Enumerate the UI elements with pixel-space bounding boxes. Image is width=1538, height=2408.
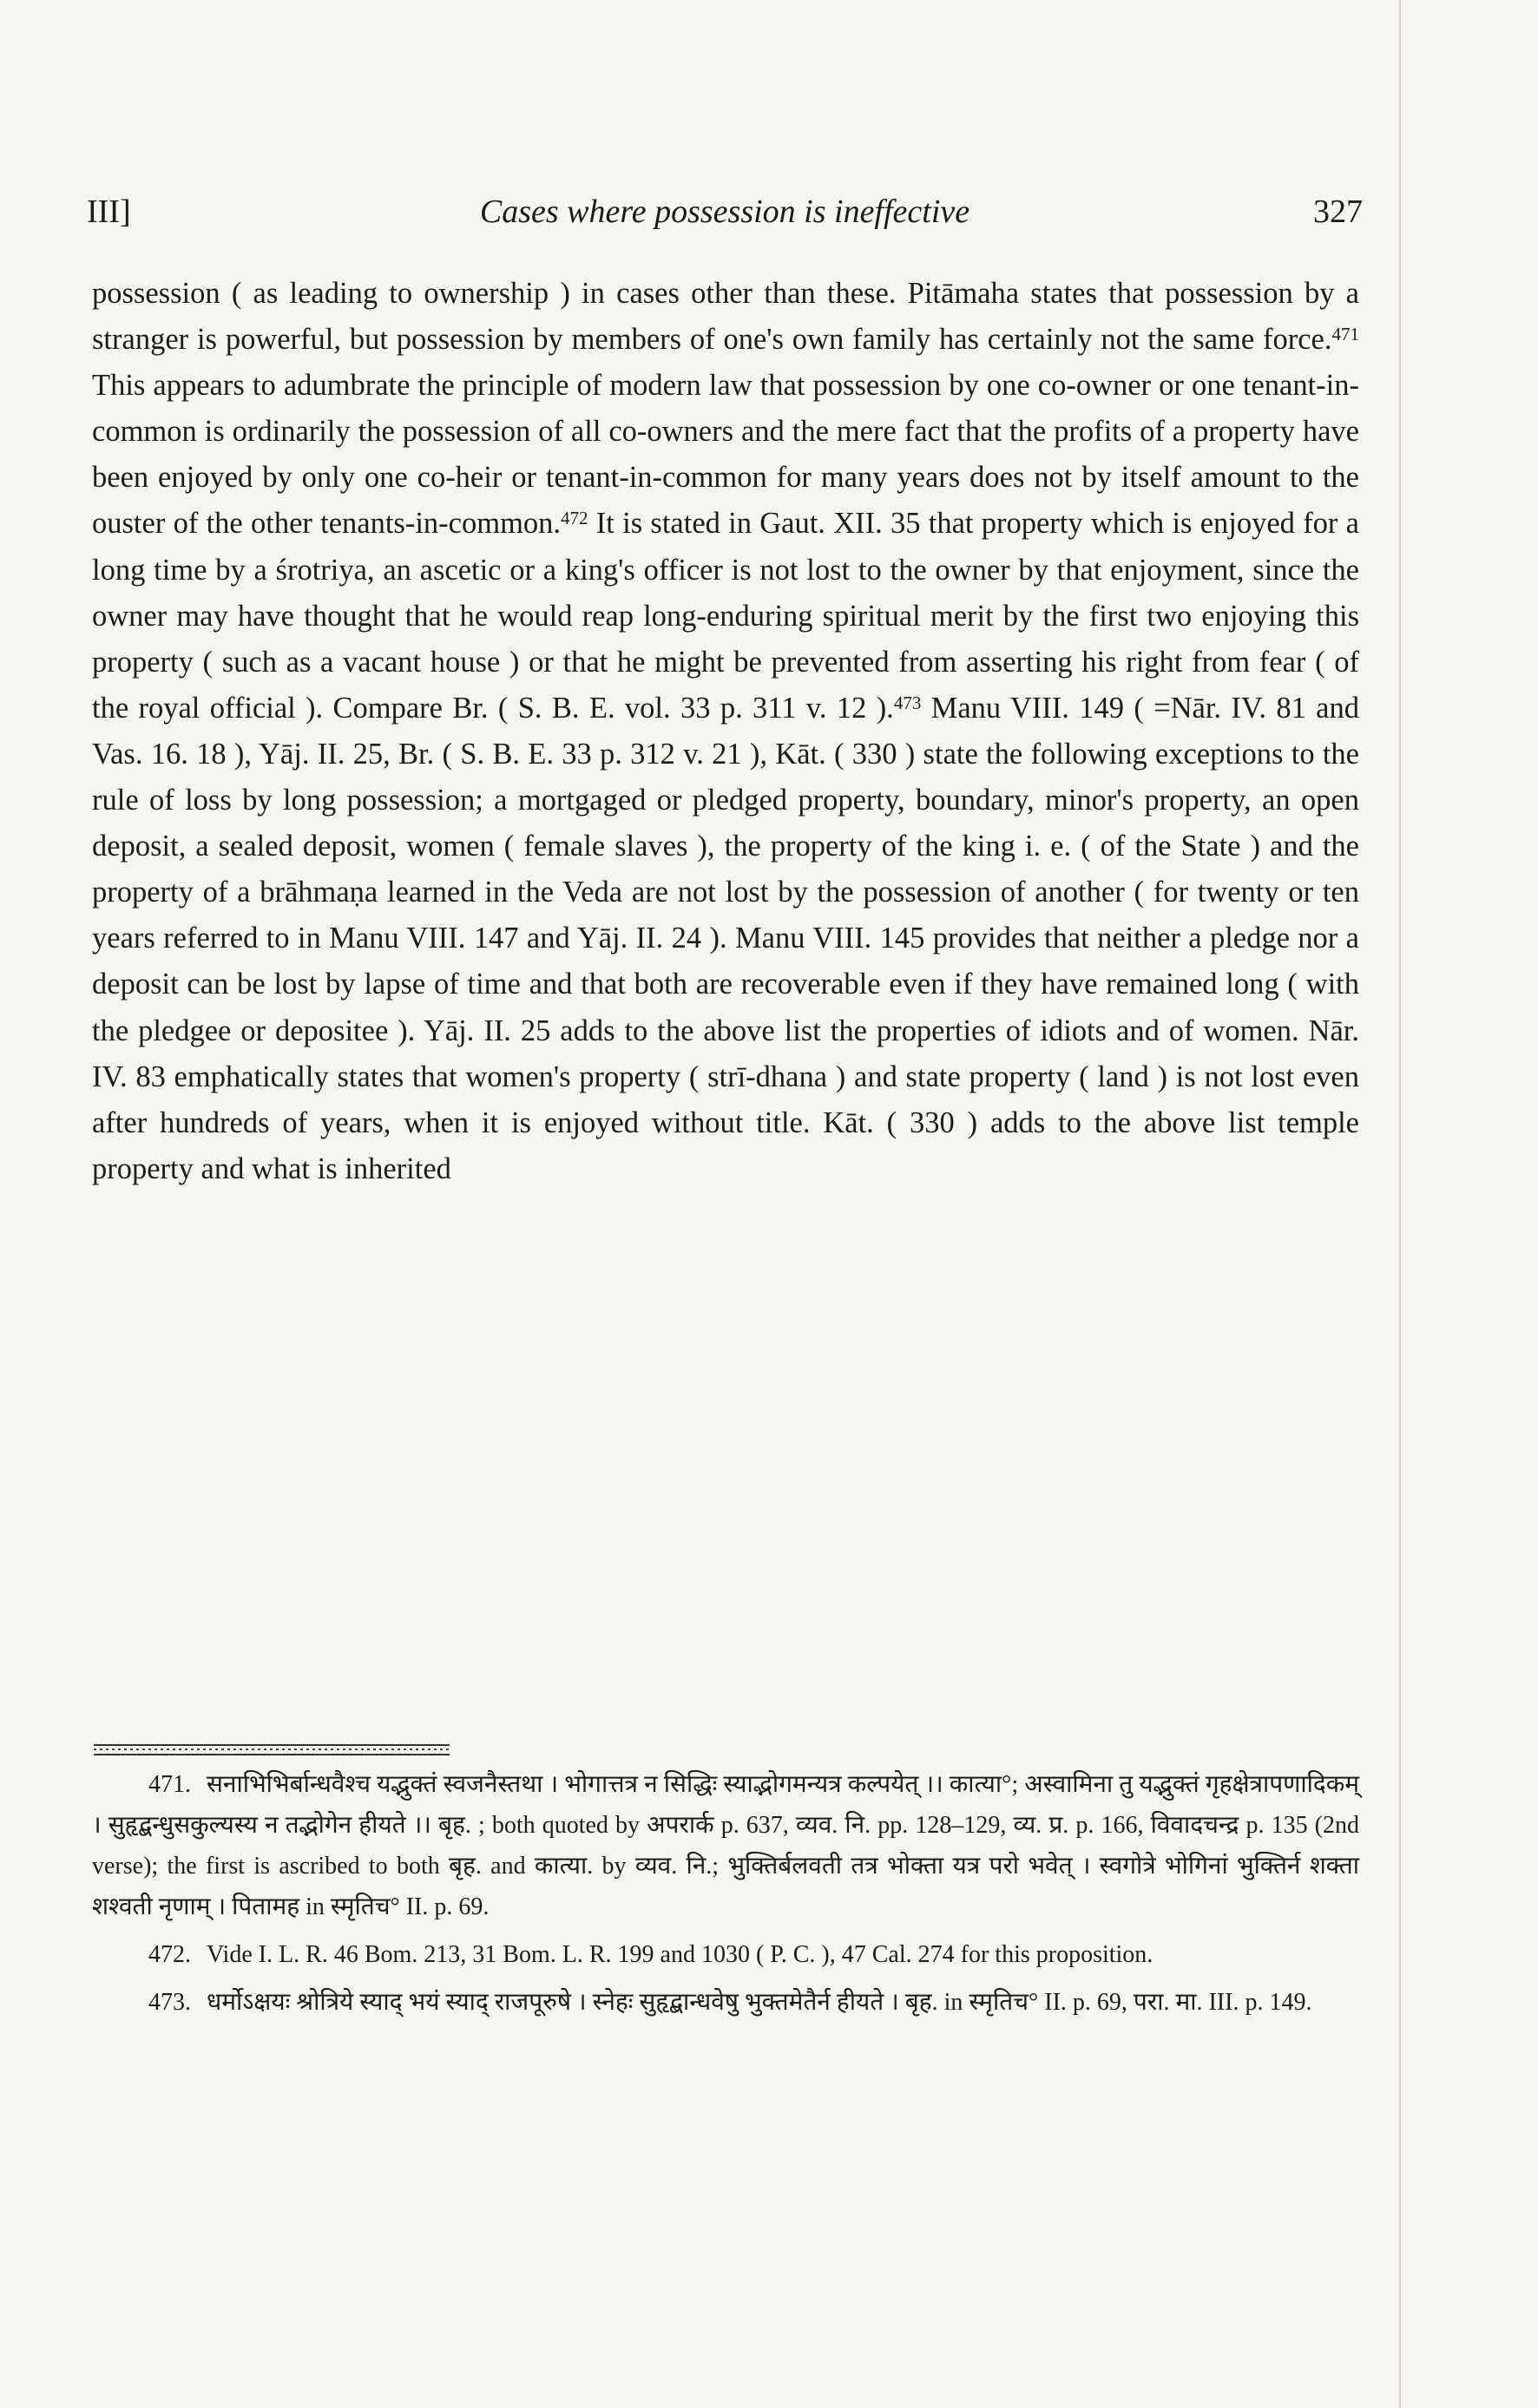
chapter-marker: III] [87, 194, 131, 230]
footnote-number: 472. [148, 1941, 191, 1968]
footnote-number: 471. [148, 1771, 191, 1798]
scan-edge-line [1399, 0, 1401, 2408]
main-text [92, 271, 1359, 1192]
footnote-ref-473[interactable]: 473 [893, 692, 922, 713]
footnote-number: 473. [148, 1989, 191, 2016]
footnote-ref-472[interactable]: 472 [561, 508, 588, 529]
body-paragraph [92, 271, 1359, 1192]
text-run: possession ( as leading to ownership ) in cases other than these. Pitāmaha states that possession by a stranger is powerful, but possession by members of one's own family has certainly not the same force. [92, 277, 1359, 357]
footnote-472 [92, 1934, 1359, 1975]
running-title: Cases where possession is ineffective [479, 194, 970, 230]
footnote-ref-471[interactable]: 471 [1331, 324, 1359, 345]
footnote-text: धर्मोऽक्षयः श्रोत्रिये स्याद् भयं स्याद् राजपूरुषे । स्नेहः सुहृद्बान्धवेषु भुक्तमेतैर्न हीयते । बृह. in स्मृतिच° II. p. 69, परा. मा. III. p. 149. [207, 1989, 1312, 2016]
page-number: 327 [1313, 194, 1363, 230]
footnotes [92, 1764, 1359, 2030]
footnote-text: सनाभिभिर्बान्धवैश्च यद्भुक्तं स्वजनैस्तथा । भोगात्तत्र न सिद्धिः स्याद्भोगमन्यत्र कल्पयेत् ।। कात्या°; अस्वामिना तु यद्भुक्तं गृहक्षेत्रापणादिकम् । सुहृद्बन्धुसकुल्यस्य न तद्भोगेन हीयते ।। बृह. ; both quoted by अपरार्क p. 637, व्यव. नि. pp. 128–129, व्य. प्र. p. 166, विवादचन्द्र p. 135 (2nd verse); the first is ascribed to both बृह. and कात्या. by व्यव. नि.; भुक्तिर्बलवती तत्र भोक्ता यत्र परो भवेत् । स्वगोत्रे भोगिनां भुक्तिर्न शक्ता शश्वती नृणाम् । पितामह in स्मृतिच° II. p. 69. [92, 1771, 1359, 1920]
text-run: Manu VIII. 149 ( =Nār. IV. 81 and Vas. 16. 18 ), Yāj. II. 25, Br. ( S. B. E. 33 p. 312 v. 21 ), Kāt. ( 330 ) state the following exceptions to the rule of loss by long possession; a mortgaged or pledged property, boundary, minor's property, an open deposit, a sealed deposit, women ( female slaves ), the property of the king i. e. ( of the State ) and the property of a brāhmaṇa learned in the Veda are not lost by the possession of another ( for twenty or ten years referred to in Manu VIII. 147 and Yāj. II. 24 ). Manu VIII. 145 provides that neither a pledge nor a deposit can be lost by lapse of time and that both are recoverable even if they have remained long ( with the pledgee or depositee ). Yāj. II. 25 adds to the above list the properties of idiots and of women. Nār. IV. 83 emphatically states that women's property ( strī-dhana ) and state property ( land ) is not lost even after hundreds of years, when it is enjoyed without title. Kāt. ( 330 ) adds to the above list temple property and what is inherited [92, 691, 1359, 1185]
text-run: It is stated in Gaut. XII. 35 that property which is enjoyed for a long time by a śrotriya, an ascetic or a king's officer is not lost to the owner by that enjoyment, since the owner may have thought that he would reap long-enduring spiritual merit by the first two enjoying this property ( such as a vacant house ) or that he might be prevented from asserting his right from fear ( of the royal official ). Compare Br. ( S. B. E. vol. 33 p. 311 v. 12 ). [92, 507, 1359, 725]
running-header [87, 193, 1363, 245]
footnote-separator [94, 1744, 450, 1755]
footnote-text: Vide I. L. R. 46 Bom. 213, 31 Bom. L. R. 199 and 1030 ( P. C. ), 47 Cal. 274 for this proposition. [207, 1941, 1154, 1968]
footnote-471 [92, 1764, 1359, 1927]
text-run: This appears to adumbrate the principle of modern law that possession by one co-owner or one tenant-in-common is ordinarily the possession of all co-owners and the mere fact that the profits of a property have been enjoyed by only one co-heir or tenant-in-common for many years does not by itself amount to the ouster of the other tenants-in-common. [92, 369, 1359, 541]
footnote-473 [92, 1982, 1359, 2023]
